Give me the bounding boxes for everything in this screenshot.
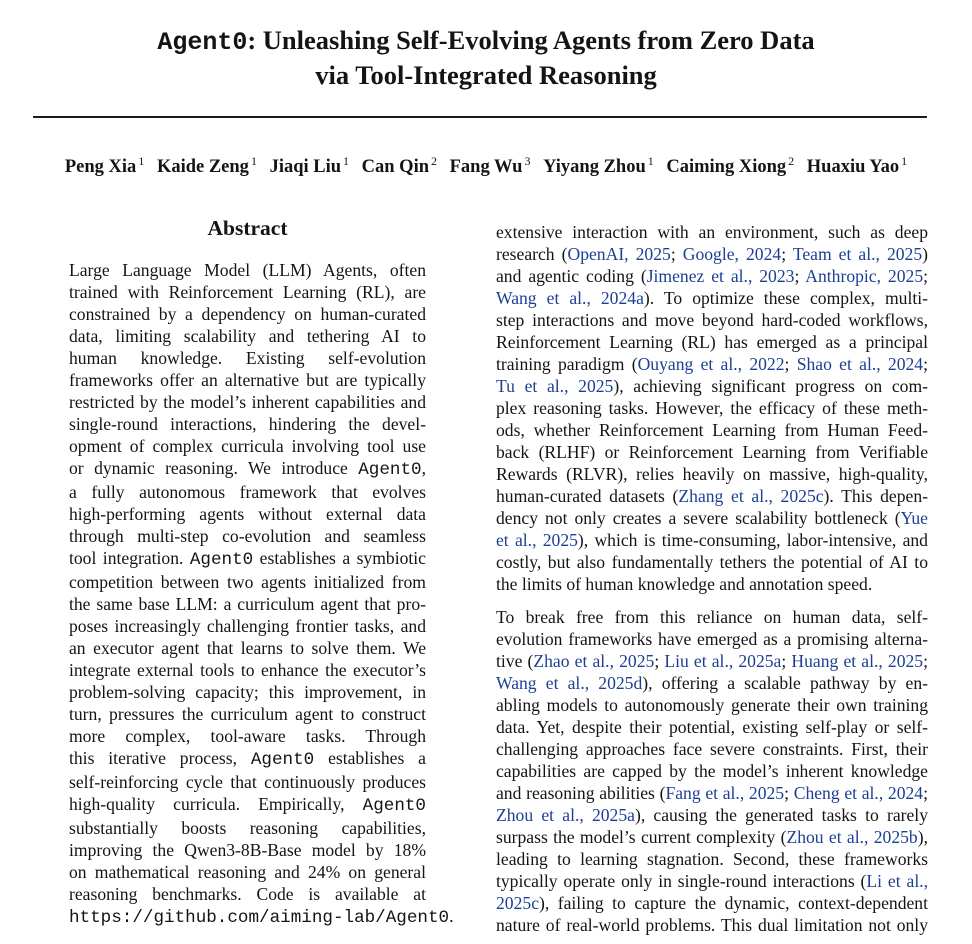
text-line: high-quality curricula. Empirically, Agent0 <box>69 794 426 816</box>
title-line-2: via Tool-Integrated Reasoning <box>315 60 657 90</box>
text-line: et al., 2025), which is time-consuming, labor-intensive, and <box>496 530 928 550</box>
text-line: human knowledge. Existing self-evolution <box>69 348 426 368</box>
citation-link[interactable]: Zhou et al., 2025a <box>496 805 635 825</box>
title-system-name: Agent0 <box>157 28 248 57</box>
citation-link[interactable]: Zhao et al., 2025 <box>533 651 655 671</box>
author-name: Caiming Xiong <box>666 157 787 178</box>
author-name: Jiaqi Liu <box>269 157 342 178</box>
citation-link[interactable]: Li et al., <box>866 871 928 891</box>
text-line: data, limiting scalability and tethering AI to <box>69 326 426 346</box>
text-line: Zhou et al., 2025a), causing the generated tasks to rarely <box>496 805 928 825</box>
text-line: To break free from this reliance on human data, self- <box>496 607 928 627</box>
text-line: nature of real-world problems. This dual limitation not only <box>496 915 928 935</box>
citation-link[interactable]: Shao et al., 2024 <box>796 354 924 374</box>
text-line: capabilities are capped by the model’s inherent knowledge <box>496 761 928 781</box>
text-line: single-round interactions, hindering the devel- <box>69 414 426 434</box>
citation-link[interactable]: Zhou et al., 2025b <box>786 827 918 847</box>
citation-link[interactable]: Wang et al., 2025d <box>496 673 643 693</box>
system-name: Agent0 <box>250 750 315 770</box>
author-affiliation: 1 <box>901 154 908 168</box>
text-line: or dynamic reasoning. We introduce Agent0, <box>69 458 426 480</box>
text-line: self-reinforcing cycle that continuously produces <box>69 772 426 792</box>
citation-link[interactable]: 2025c <box>496 893 539 913</box>
author-affiliation: 1 <box>647 154 654 168</box>
text-line: more complex, tool-aware tasks. Through <box>69 726 426 746</box>
text-line: restricted by the model’s inherent capabilities and <box>69 392 426 412</box>
text-line: competition between two agents initialized from <box>69 572 426 592</box>
text-line: improving the Qwen3-8B-Base model by 18% <box>69 840 426 860</box>
citation-link[interactable]: Jimenez et al., 2023 <box>646 266 795 286</box>
author <box>361 154 437 178</box>
text-line: training paradigm (Ouyang et al., 2022; Shao et al., 2024; <box>496 354 928 374</box>
text-line: integrate external tools to enhance the executor’s <box>69 660 426 680</box>
abstract-heading: Abstract <box>207 216 288 240</box>
citation-link[interactable]: Anthropic, 2025 <box>805 266 924 286</box>
title-divider <box>33 116 927 118</box>
abstract-paragraph <box>69 259 454 929</box>
author-list <box>0 154 972 178</box>
text-line: step interactions and move beyond hard-coded workflows, <box>496 310 928 330</box>
text-line: problem-solving capacity; this improvement, in <box>69 682 426 702</box>
author-name: Huaxiu Yao <box>806 157 900 178</box>
author-affiliation: 2 <box>788 154 795 168</box>
author-affiliation: 1 <box>343 154 350 168</box>
text-line: trained with Reinforcement Learning (RL), are <box>69 282 426 302</box>
text-line: reasoning benchmarks. Code is available at <box>69 884 426 904</box>
author-name: Can Qin <box>361 157 429 178</box>
text-line: Wang et al., 2024a). To optimize these complex, multi- <box>496 288 928 308</box>
text-line: extensive interaction with an environment, such as deep <box>496 222 928 242</box>
citation-link[interactable]: Liu et al., 2025a <box>664 651 782 671</box>
citation-link[interactable]: Wang et al., 2024a <box>496 288 644 308</box>
author <box>269 154 350 178</box>
citation-link[interactable]: OpenAI, 2025 <box>567 244 671 264</box>
text-line: human-curated datasets (Zhang et al., 2025c). This depen- <box>496 486 928 506</box>
title-line-1-rest: : Unleashing Self-Evolving Agents from Zero Data <box>247 25 815 55</box>
text-line: typically operate only in single-round interactions (Li et al., <box>496 871 928 891</box>
author <box>156 154 257 178</box>
text-line: Tu et al., 2025), achieving significant progress on com- <box>496 376 929 396</box>
text-line: Reinforcement Learning (RL) has emerged as a principal <box>496 332 928 352</box>
citation-link[interactable]: Fang et al., 2025 <box>665 783 785 803</box>
text-line: leading to learning stagnation. Second, these frameworks <box>496 849 928 869</box>
text-line: and reasoning abilities (Fang et al., 2025; Cheng et al., 2024; <box>496 783 928 803</box>
paper-title <box>0 24 972 92</box>
text-line: Large Language Model (LLM) Agents, often <box>69 260 426 280</box>
body-paragraph <box>496 221 928 595</box>
author-name: Fang Wu <box>449 157 523 178</box>
text-line: ods, whether Reinforcement Learning from Human Feed- <box>496 420 928 440</box>
text-line: this iterative process, Agent0 establishes a <box>69 748 426 770</box>
author-name: Yiyang Zhou <box>543 157 646 178</box>
body-paragraph <box>496 606 928 936</box>
system-name: Agent0 <box>362 796 426 816</box>
citation-link[interactable]: Yue <box>900 508 928 528</box>
text-line: the same base LLM: a curriculum agent that pro- <box>69 594 426 614</box>
text-line: challenging approaches face severe constraints. First, their <box>496 739 928 759</box>
text-line: high-performing agents without external data <box>69 504 426 524</box>
author-affiliation: 3 <box>524 154 531 168</box>
citation-link[interactable]: Tu et al., 2025 <box>496 376 614 396</box>
text-line: plex reasoning tasks. However, the efficacy of these meth- <box>496 398 928 418</box>
text-line: surpass the model’s current complexity (Zhou et al., 2025b), <box>496 827 928 847</box>
system-name: Agent0 <box>189 550 254 570</box>
text-line: a fully autonomous framework that evolves <box>69 482 426 502</box>
text-line: costly, but also fundamentally tethers the potential of AI to <box>496 552 928 572</box>
text-line: https://github.com/aiming-lab/Agent0. <box>69 906 454 928</box>
text-line: and agentic coding (Jimenez et al., 2023; Anthropic, 2025; <box>496 266 929 286</box>
intro-column <box>496 221 928 936</box>
text-line: dency not only creates a severe scalability bottleneck (Yue <box>496 508 928 528</box>
text-line: evolution frameworks have emerged as a promising alterna- <box>496 629 928 649</box>
citation-link[interactable]: Huang et al., 2025 <box>791 651 924 671</box>
text-line: tool integration. Agent0 establishes a symbiotic <box>69 548 426 570</box>
text-line: poses increasingly challenging frontier tasks, and <box>69 616 426 636</box>
author <box>666 154 795 178</box>
text-line: tive (Zhao et al., 2025; Liu et al., 2025a; Huang et al., 2025; <box>496 651 928 671</box>
system-name: Agent0 <box>358 460 422 480</box>
author-affiliation: 2 <box>431 154 437 168</box>
text-line: abling models to autonomously generate their own training <box>496 695 928 715</box>
citation-link[interactable]: Google, 2024 <box>682 244 782 264</box>
text-line: opment of complex curricula involving tool use <box>69 436 426 456</box>
text-line: turn, pressures the curriculum agent to construct <box>69 704 426 724</box>
text-line: through multi-step co-evolution and seamless <box>69 526 426 546</box>
text-line: 2025c), failing to capture the dynamic, context-dependent <box>496 893 928 913</box>
author <box>64 154 145 178</box>
author-affiliation: 1 <box>250 154 257 168</box>
author <box>449 154 531 178</box>
author-name: Peng Xia <box>64 157 137 178</box>
text-line: an executor agent that learns to solve them. We <box>69 638 426 658</box>
text-line: the limits of human knowledge and annotation speed. <box>496 574 873 594</box>
abstract-body <box>69 259 454 929</box>
citation-link[interactable]: Zhang et al., 2025c <box>678 486 824 506</box>
citation-link[interactable]: Cheng et al., 2024 <box>793 783 924 803</box>
author <box>806 154 908 178</box>
author-affiliation: 1 <box>138 154 145 168</box>
code-url-link[interactable]: https://github.com/aiming-lab/Agent0 <box>69 908 450 928</box>
author <box>543 154 654 178</box>
text-line: constrained by a dependency on human-curated <box>69 304 426 324</box>
text-line: data. Yet, despite their potential, existing self-play or self- <box>496 717 928 737</box>
text-line: on mathematical reasoning and 24% on general <box>69 862 426 882</box>
text-line: research (OpenAI, 2025; Google, 2024; Team et al., 2025) <box>496 244 929 264</box>
text-line: frameworks offer an alternative but are typically <box>69 370 426 390</box>
citation-link[interactable]: et al., 2025 <box>496 530 578 550</box>
title-line-1 <box>0 24 972 59</box>
text-line: Rewards (RLVR), relies heavily on massive, high-quality, <box>496 464 928 484</box>
text-line: back (RLHF) or Reinforcement Learning from Verifiable <box>496 442 928 462</box>
text-line: substantially boosts reasoning capabilities, <box>69 818 426 838</box>
text-line: Wang et al., 2025d), offering a scalable pathway by en- <box>496 673 928 693</box>
citation-link[interactable]: Ouyang et al., 2022 <box>637 354 785 374</box>
citation-link[interactable]: Team et al., 2025 <box>792 244 923 264</box>
author-name: Kaide Zeng <box>156 157 249 178</box>
